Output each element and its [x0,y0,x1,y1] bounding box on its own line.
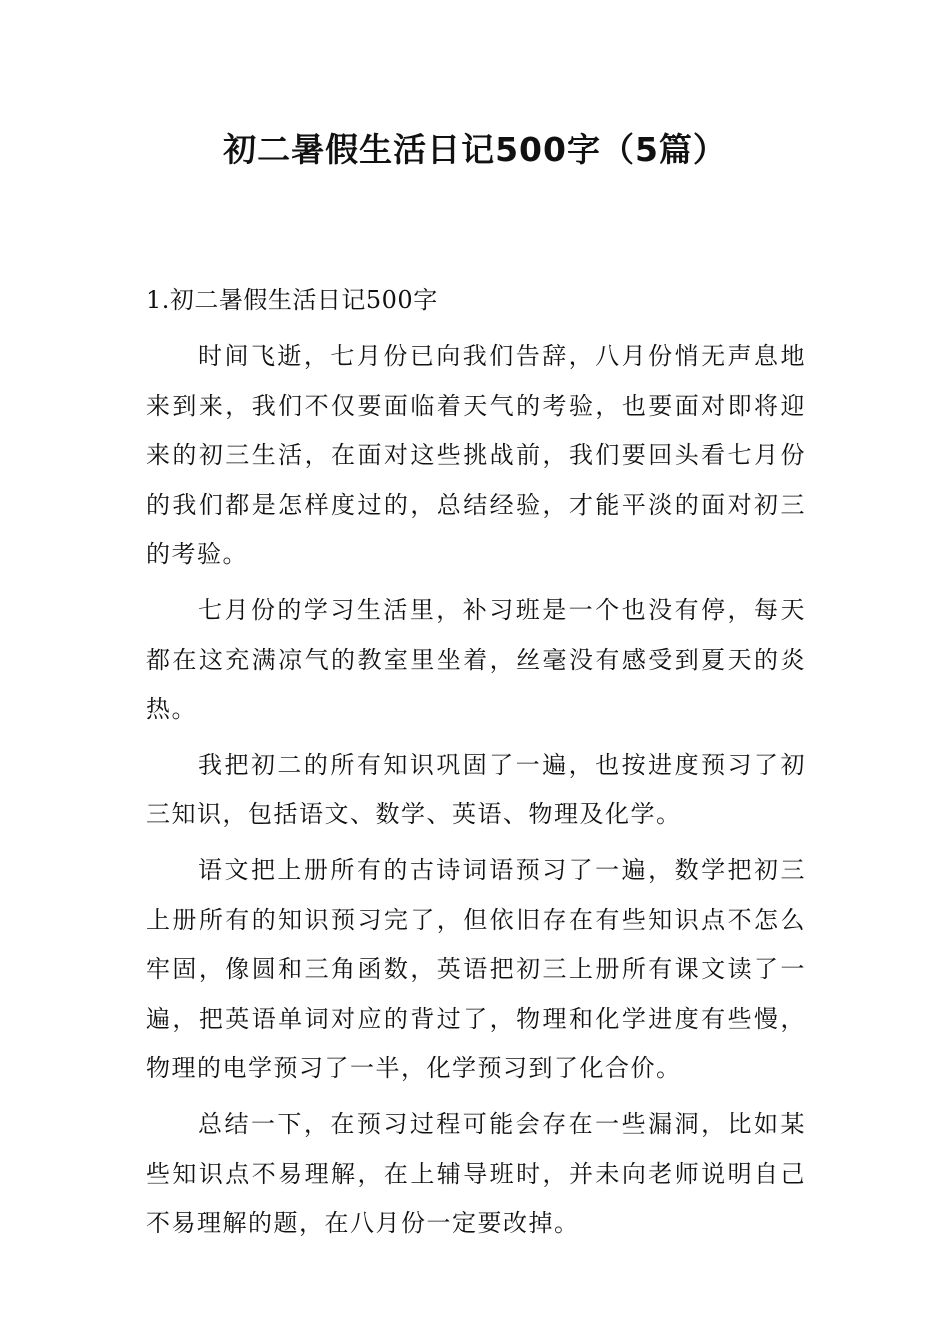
paragraph: 我把初二的所有知识巩固了一遍，也按进度预习了初三知识，包括语文、数学、英语、物理及化学。 [146,750,806,829]
section-heading: 1.初二暑假生活日记500字 [146,286,438,314]
document-title: 初二暑假生活日记500字（5篇） [223,130,727,169]
document-body [146,278,806,1255]
paragraph: 语文把上册所有的古诗词语预习了一遍，数学把初三上册所有的知识预习完了，但依旧存在有些知识点不怎么牢固，像圆和三角函数，英语把初三上册所有课文读了一遍，把英语单词对应的背过了，物理和化学进度有些慢，物理的电学预习了一半，化学预习到了化合价。 [146,855,806,1083]
paragraph: 时间飞逝，七月份已向我们告辞，八月份悄无声息地来到来，我们不仅要面临着天气的考验，也要面对即将迎来的初三生活，在面对这些挑战前，我们要回头看七月份的我们都是怎样度过的，总结经验，才能平淡的面对初三的考验。 [146,342,806,569]
paragraph: 七月份的学习生活里，补习班是一个也没有停，每天都在这充满凉气的教室里坐着，丝毫没有感受到夏天的炎热。 [146,595,806,724]
paragraph: 总结一下，在预习过程可能会存在一些漏洞，比如某些知识点不易理解，在上辅导班时，并未向老师说明自己不易理解的题，在八月份一定要改掉。 [146,1109,806,1238]
